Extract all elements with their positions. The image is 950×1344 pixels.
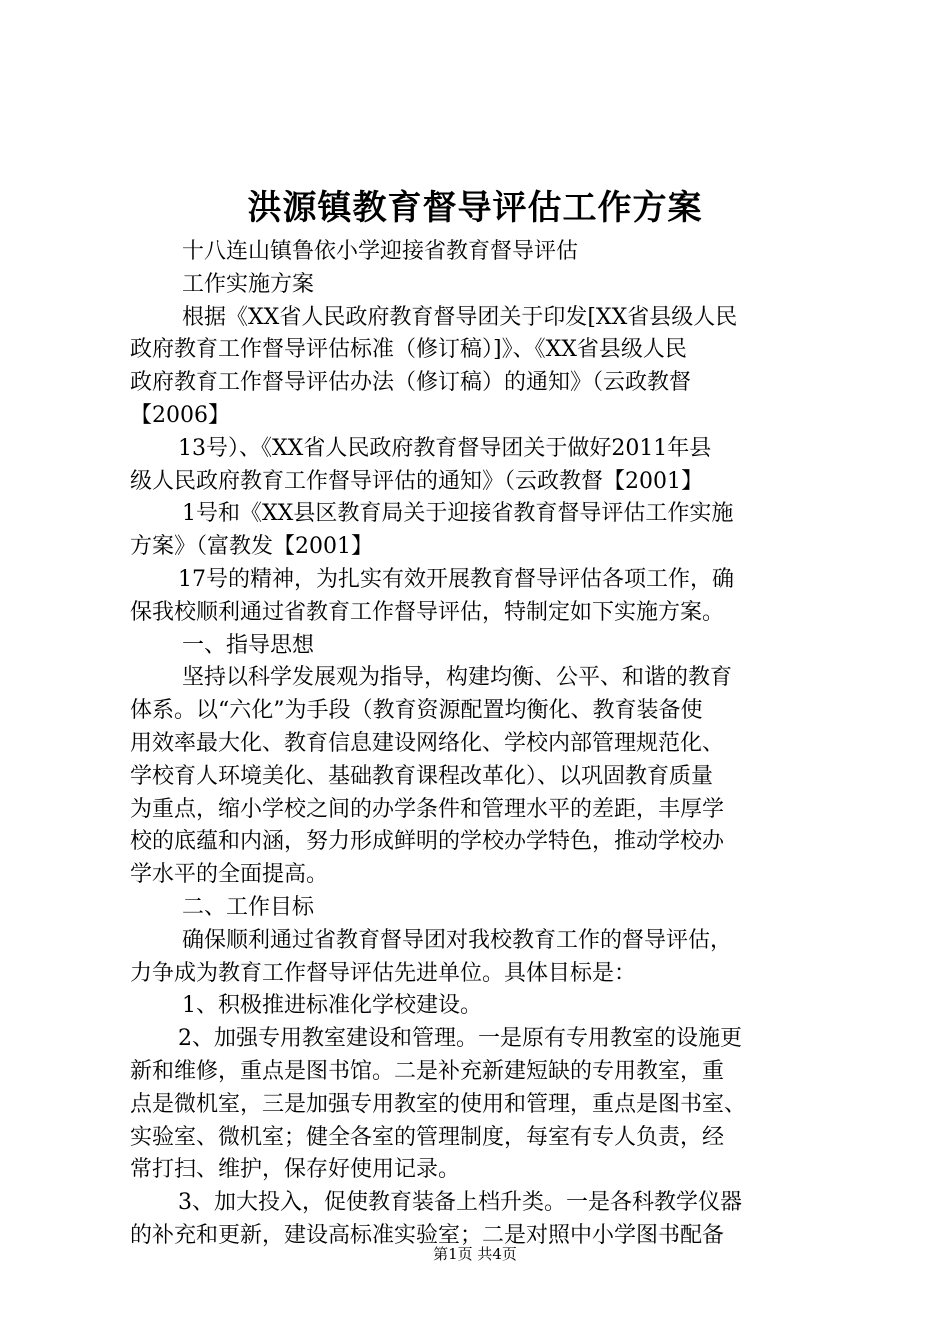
body-line: 的补充和更新，建设高标准实验室；二是对照中小学图书配备 <box>130 1222 725 1248</box>
body-line: 常打扫、维护，保存好使用记录。 <box>130 1157 461 1183</box>
body-line: 校的底蕴和内涵，努力形成鲜明的学校办学特色，推动学校办 <box>130 829 725 855</box>
page-footer: 第1页 共4页 <box>433 1245 517 1263</box>
body-line: 13号）、《XX省人民政府教育督导团关于做好2011年县 <box>178 435 712 461</box>
body-line: 【2006】 <box>130 402 230 428</box>
body-line: 2、加强专用教室建设和管理。一是原有专用教室的设施更 <box>178 1026 742 1052</box>
document-title: 洪源镇教育督导评估工作方案 <box>247 188 703 228</box>
body-line: 级人民政府教育工作督导评估的通知》（云政教督【2001】 <box>130 468 703 494</box>
body-line: 1号和《XX县区教育局关于迎接省教育督导评估工作实施 <box>182 501 734 527</box>
body-line: 17号的精神，为扎实有效开展教育督导评估各项工作，确 <box>178 566 734 592</box>
body-line: 根据《XX省人民政府教育督导团关于印发[XX省县级人民 <box>182 304 738 330</box>
body-line: 政府教育工作督导评估标准（修订稿）]》、《XX省县级人民 <box>130 337 687 363</box>
section-heading: 一、指导思想 <box>182 632 315 658</box>
body-line: 新和维修，重点是图书馆。二是补充新建短缺的专用教室，重 <box>130 1058 725 1084</box>
body-line: 工作实施方案 <box>182 271 315 297</box>
body-line: 政府教育工作督导评估办法（修订稿）的通知》（云政教督 <box>130 370 692 396</box>
body-line: 点是微机室，三是加强专用教室的使用和管理，重点是图书室、 <box>130 1091 747 1117</box>
document-body <box>130 236 830 1253</box>
body-line: 体系。以“六化”为手段（教育资源配置均衡化、教育装备使 <box>130 698 703 724</box>
body-line: 为重点，缩小学校之间的办学条件和管理水平的差距，丰厚学 <box>130 796 725 822</box>
body-line: 十八连山镇鲁依小学迎接省教育督导评估 <box>182 239 579 264</box>
body-line: 坚持以科学发展观为指导，构建均衡、公平、和谐的教育 <box>182 665 733 691</box>
body-line: 实验室、微机室；健全各室的管理制度，每室有专人负责，经 <box>130 1124 725 1150</box>
body-line: 用效率最大化、教育信息建设网络化、学校内部管理规范化、 <box>130 730 725 756</box>
body-line: 学校育人环境美化、基础教育课程改革化）、以巩固教育质量 <box>130 763 714 789</box>
body-line: 1、积极推进标准化学校建设。 <box>182 993 482 1019</box>
body-line: 学水平的全面提高。 <box>130 862 329 888</box>
body-line: 保我校顺利通过省教育工作督导评估，特制定如下实施方案。 <box>130 599 725 625</box>
body-line: 确保顺利通过省教育督导团对我校教育工作的督导评估， <box>182 927 733 953</box>
body-line: 方案》（富教发【2001】 <box>130 534 373 560</box>
section-heading: 二、工作目标 <box>182 894 315 920</box>
body-line: 3、加大投入，促使教育装备上档升类。一是各科教学仪器 <box>178 1190 742 1216</box>
body-line: 力争成为教育工作督导评估先进单位。具体目标是： <box>130 960 637 986</box>
